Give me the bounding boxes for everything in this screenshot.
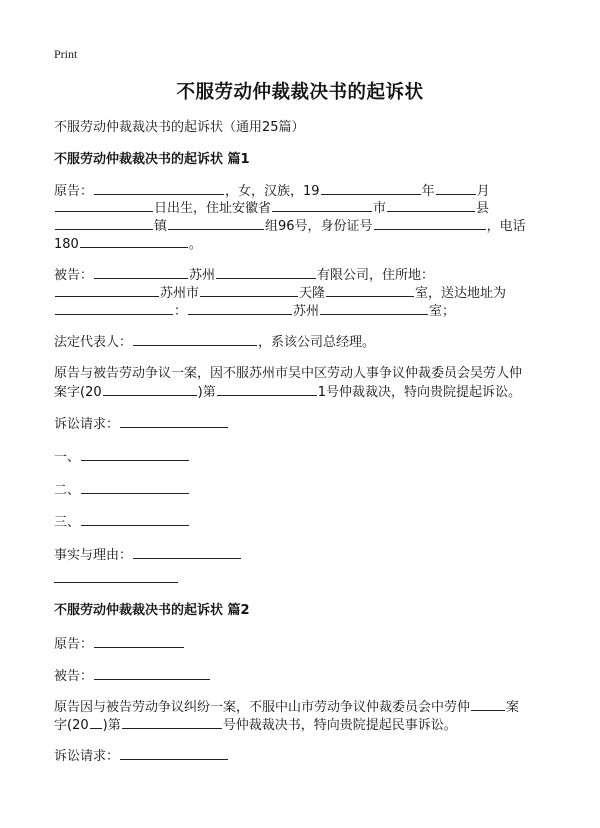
defendant-blank-1[interactable] <box>94 267 188 279</box>
claim-2-blank[interactable] <box>81 482 189 494</box>
defendant-blank-2[interactable] <box>216 267 316 279</box>
intro-line-2 <box>54 384 521 401</box>
s2-defendant-blank[interactable] <box>94 668 210 680</box>
suzhou2-text: 苏州 <box>293 304 320 319</box>
facts-line <box>54 547 242 564</box>
claims-line <box>54 416 229 433</box>
tianlong-text: 天隆 <box>299 286 326 301</box>
s2-defendant-line <box>54 668 211 685</box>
case-year-blank[interactable] <box>103 384 197 396</box>
plaintiff-gender: ，女，汉族， <box>225 184 304 199</box>
page-title: 不服劳动仲裁裁决书的起诉状 <box>176 82 424 103</box>
s2-intro-suffix: 案 <box>506 700 520 715</box>
room-serve-text: 室，送达地址为 <box>415 286 507 301</box>
defendant-blank-8[interactable] <box>320 303 428 315</box>
s2-case-prefix: 字(20 <box>54 718 89 733</box>
s2-plaintiff-line <box>54 636 185 653</box>
born-text: 日出生，住址安徽省 <box>154 201 272 216</box>
subtitle: 不服劳动仲裁裁决书的起诉状（通用25篇） <box>54 120 305 135</box>
phone-label: ，电话 <box>486 219 526 234</box>
facts-blank[interactable] <box>133 547 241 559</box>
claim-item-2 <box>54 482 190 499</box>
s2-claims-label: 诉讼请求： <box>54 749 120 764</box>
legal-rep-line <box>54 334 375 351</box>
group-blank[interactable] <box>168 218 264 230</box>
year-blank[interactable] <box>321 183 421 195</box>
section1-heading: 不服劳动仲裁裁决书的起诉状 篇1 <box>54 152 250 167</box>
defendant-blank-7[interactable] <box>188 303 292 315</box>
province-city-blank[interactable] <box>272 200 372 212</box>
claim-2-label: 二、 <box>54 483 81 498</box>
year-label: 年 <box>421 184 435 199</box>
defendant-line-2 <box>54 285 506 302</box>
town-label: 镇 <box>154 219 168 234</box>
intro-line-1: 原告与被告劳动争议一案，因不服苏州市吴中区劳动人事争议仲裁委员会吴劳人仲 <box>54 366 523 381</box>
s2-case-suffix: 号仲裁裁决书，特向贵院提起民事诉讼。 <box>222 718 457 733</box>
legal-rep-label: 法定代表人： <box>54 335 133 350</box>
plaintiff-line-1 <box>54 183 490 200</box>
claim-1-label: 一、 <box>54 450 81 465</box>
plaintiff-line-2 <box>54 200 489 217</box>
s2-year-blank[interactable] <box>90 717 102 729</box>
plaintiff-name-blank[interactable] <box>94 183 224 195</box>
defendant-label: 被告： <box>54 268 94 283</box>
id-number-blank[interactable] <box>374 218 486 230</box>
legal-rep-blank[interactable] <box>133 334 257 346</box>
defendant-blank-5[interactable] <box>326 285 414 297</box>
case-prefix: 案字(20 <box>54 385 102 400</box>
section2-heading: 不服劳动仲裁裁决书的起诉状 篇2 <box>54 603 250 618</box>
city-label: 市 <box>373 201 387 216</box>
day-blank[interactable] <box>55 200 153 212</box>
plaintiff-line-3 <box>54 218 526 235</box>
year-prefix: 19 <box>303 184 320 199</box>
defendant-blank-6[interactable] <box>55 303 173 315</box>
case-number-blank[interactable] <box>217 384 317 396</box>
suzhou-city-text: 苏州市 <box>160 286 200 301</box>
s2-claims-line <box>54 748 229 765</box>
claim-3-blank[interactable] <box>81 514 189 526</box>
s2-plaintiff-label: 原告： <box>54 637 94 652</box>
defendant-blank-4[interactable] <box>200 285 298 297</box>
month-label: 月 <box>476 184 490 199</box>
claim-1-blank[interactable] <box>81 449 189 461</box>
claim-item-3 <box>54 514 190 531</box>
town-blank[interactable] <box>55 218 153 230</box>
claim-3-label: 三、 <box>54 515 81 530</box>
group-text: 组96号，身份证号 <box>265 219 373 234</box>
case-di: )第 <box>197 385 216 400</box>
print-label[interactable]: Print <box>54 47 78 61</box>
defendant-line-1 <box>54 267 434 284</box>
case-suffix: 1号仲裁裁决，特向贵院提起诉讼。 <box>317 385 521 400</box>
s2-intro-line-2 <box>54 717 457 734</box>
county-label: 县 <box>476 201 490 216</box>
phone-blank[interactable] <box>80 236 188 248</box>
county-blank[interactable] <box>387 200 475 212</box>
month-blank[interactable] <box>436 183 476 195</box>
period: 。 <box>188 237 202 252</box>
company-text: 有限公司，住所地： <box>317 268 435 283</box>
legal-rep-suffix: ，系该公司总经理。 <box>258 335 376 350</box>
s2-case-blank[interactable] <box>471 699 505 711</box>
claims-blank[interactable] <box>120 416 228 428</box>
s2-number-blank[interactable] <box>122 717 222 729</box>
room-end-text: 室； <box>429 304 456 319</box>
defendant-line-3 <box>54 303 455 320</box>
s2-plaintiff-blank[interactable] <box>94 636 184 648</box>
claim-item-1 <box>54 449 190 466</box>
s2-claims-blank[interactable] <box>120 748 228 760</box>
defendant-blank-3[interactable] <box>55 285 159 297</box>
phone-prefix: 180 <box>54 237 79 252</box>
colon-text: ： <box>174 304 188 319</box>
plaintiff-label: 原告： <box>54 184 94 199</box>
s2-intro-text: 原告因与被告劳动争议纠纷一案，不服中山市劳动争议仲裁委员会中劳仲 <box>54 700 471 715</box>
s2-intro-line-1 <box>54 699 519 716</box>
s2-defendant-label: 被告： <box>54 669 94 684</box>
facts-label: 事实与理由： <box>54 548 133 563</box>
suzhou-text: 苏州 <box>189 268 216 283</box>
facts-extra-line[interactable] <box>54 582 178 583</box>
claims-label: 诉讼请求： <box>54 417 120 432</box>
s2-case-di: )第 <box>102 718 121 733</box>
plaintiff-line-4 <box>54 236 202 253</box>
